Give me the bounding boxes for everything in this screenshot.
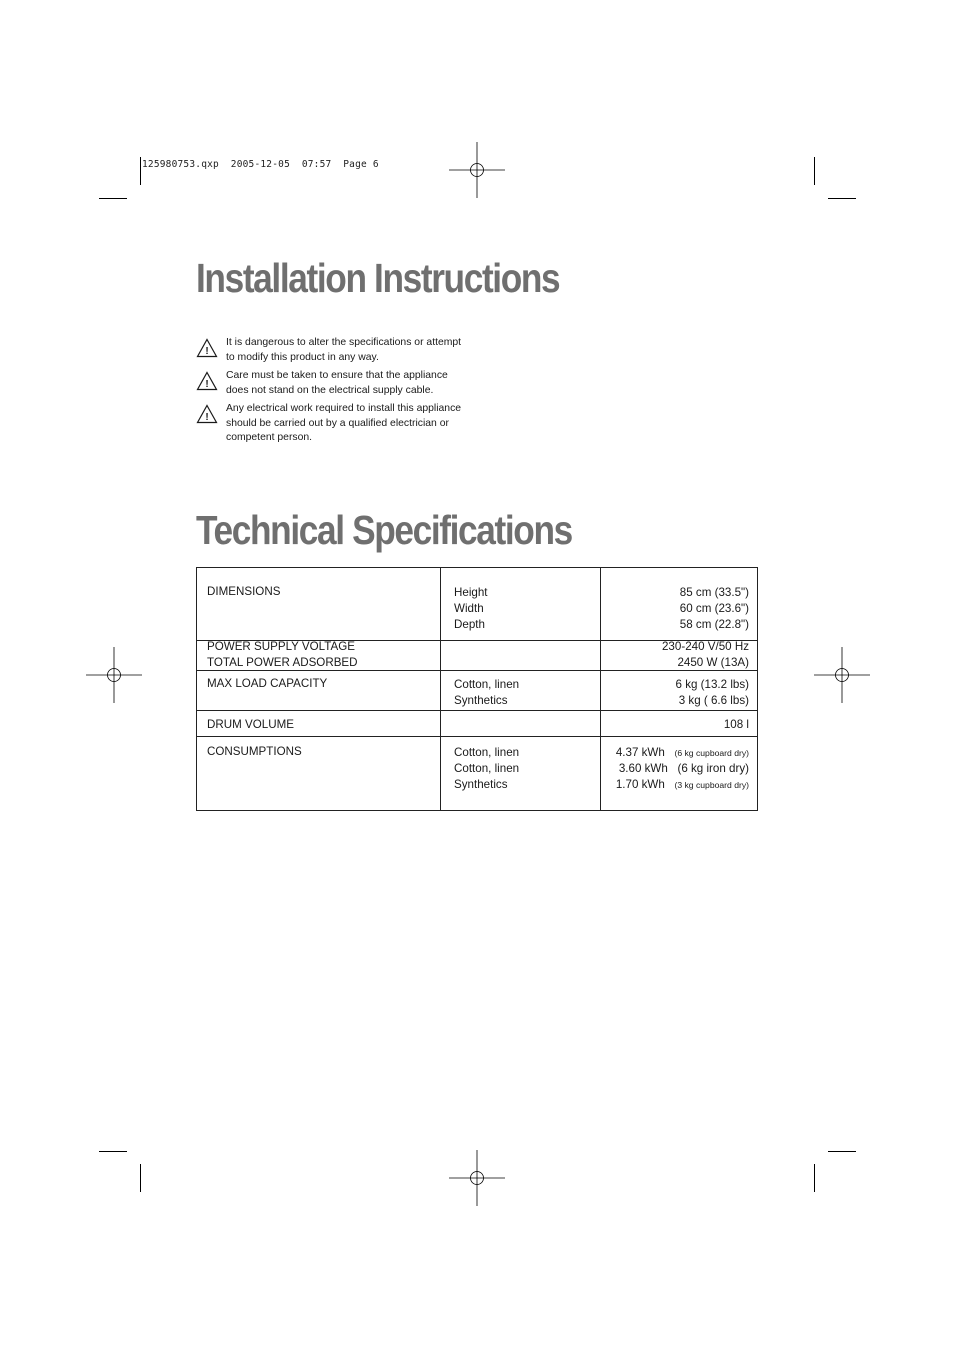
registration-mark-icon xyxy=(449,142,505,198)
spec-values-load: 6 kg (13.2 lbs) 3 kg ( 6.6 lbs) xyxy=(675,678,749,707)
spec-values-dimensions: 85 cm (33.5") 60 cm (23.6") 58 cm (22.8") xyxy=(679,586,749,631)
spec-items-dimensions: Height Width Depth xyxy=(454,586,488,631)
crop-mark xyxy=(140,157,141,185)
spec-label-load: MAX LOAD CAPACITY xyxy=(207,677,328,690)
specifications-table xyxy=(196,567,758,811)
spec-label-power: POWER SUPPLY VOLTAGE TOTAL POWER ADSORBED xyxy=(207,640,358,669)
registration-mark-icon xyxy=(449,1150,505,1206)
crop-mark xyxy=(814,1164,815,1192)
warning-triangle-icon xyxy=(196,404,218,424)
spec-items-load: Cotton, linen Synthetics xyxy=(454,678,520,707)
crop-mark xyxy=(828,1151,856,1152)
svg-text:!: ! xyxy=(205,379,209,390)
warning-triangle-icon xyxy=(196,371,218,391)
crop-mark xyxy=(828,198,856,199)
specifications-title: Technical Specifications xyxy=(196,507,572,553)
warning-text: It is dangerous to alter the specifications or attempt to modify this product in any way. xyxy=(226,337,462,363)
spec-items-consumptions: Cotton, linen Cotton, linen Synthetics xyxy=(454,746,520,791)
crop-mark xyxy=(140,1164,141,1192)
warning-triangle-icon xyxy=(196,338,218,358)
spec-values-power: 230-240 V/50 Hz 2450 W (13A) xyxy=(661,640,749,669)
warning-text: Care must be taken to ensure that the appliance does not stand on the electrical supply cable. xyxy=(226,370,448,396)
registration-mark-icon xyxy=(86,647,142,703)
spec-label-dimensions: DIMENSIONS xyxy=(207,585,281,598)
warning-text: Any electrical work required to install this appliance should be carried out by a qualified electrician or competent person. xyxy=(226,403,462,443)
spec-label-consumptions: CONSUMPTIONS xyxy=(207,745,302,758)
spec-value-drum: 108 l xyxy=(723,718,749,731)
spec-label-drum: DRUM VOLUME xyxy=(207,718,294,731)
registration-mark-icon xyxy=(814,647,870,703)
svg-text:!: ! xyxy=(205,346,209,357)
crop-mark xyxy=(99,198,127,199)
crop-mark xyxy=(814,157,815,185)
svg-text:!: ! xyxy=(205,412,209,423)
print-slug: 125980753.qxp 2005-12-05 07:57 Page 6 xyxy=(142,159,379,170)
crop-mark xyxy=(99,1151,127,1152)
spec-values-consumptions: 4.37 kWh (6 kg cupboard dry) 3.60 kWh (6 kg iron dry) 1.70 kWh (3 kg cupboard dry) xyxy=(615,746,749,791)
installation-title: Installation Instructions xyxy=(196,255,560,301)
